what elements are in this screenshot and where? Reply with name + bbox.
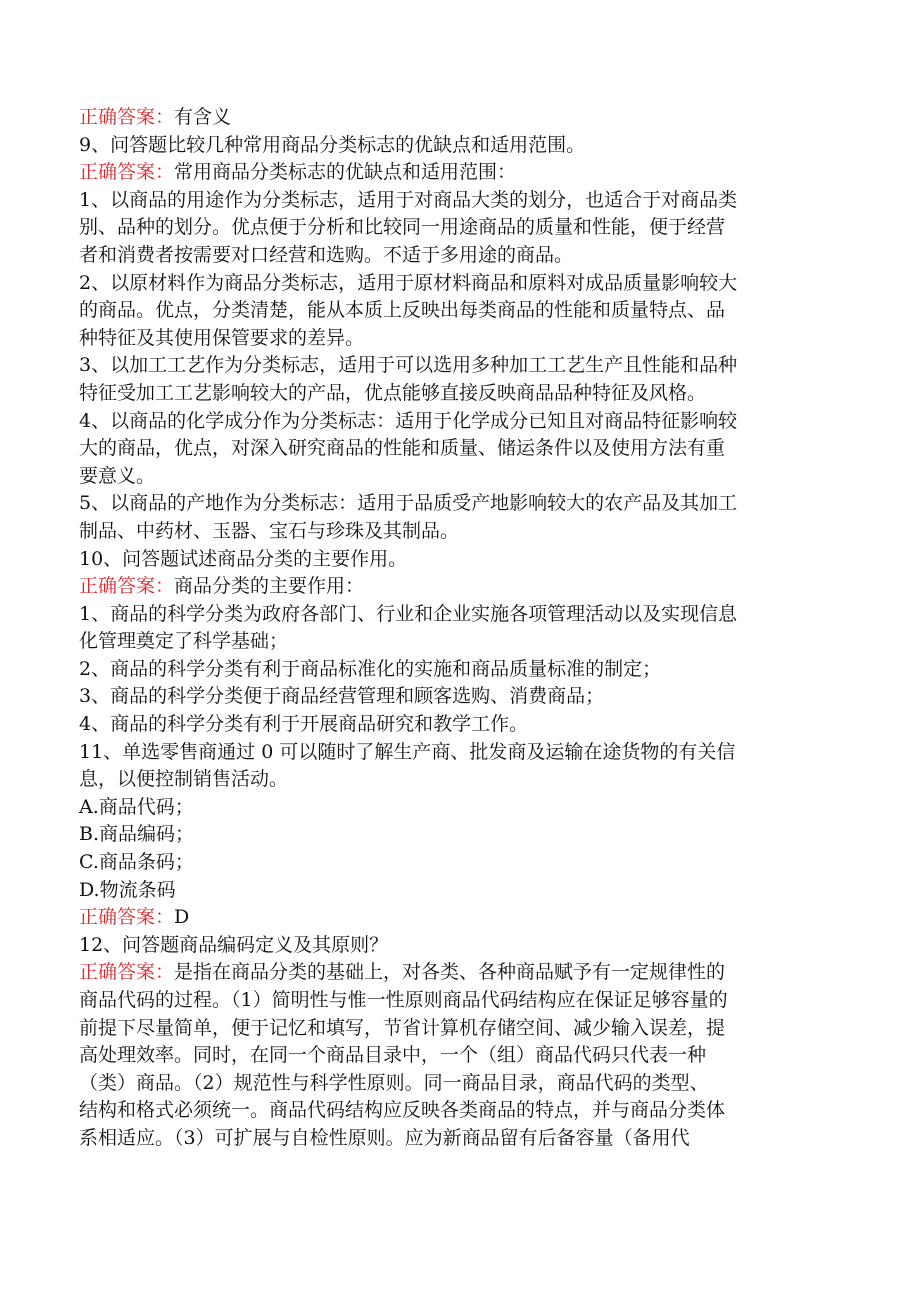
answer-text: 有含义 <box>174 106 232 128</box>
question-11-cont: 息，以便控制销售活动。 <box>79 768 289 791</box>
answer-text-line: 4、商品的科学分类有利于开展商品研究和教学工作。 <box>79 713 529 736</box>
answer-text-line: 特征受加工工艺影响较大的产品，优点能够直接反映商品品种特征及风格。 <box>79 381 707 404</box>
answer-label: 正确答案： <box>79 106 175 128</box>
answer-label: 正确答案： <box>79 575 175 598</box>
answer-label: 正确答案： <box>79 161 175 184</box>
question-11: 11、单选零售商通过 0 可以随时了解生产商、批发商及运输在途货物的有关信 <box>79 740 736 763</box>
option-b: B.商品编码； <box>79 823 195 846</box>
question-9: 9、问答题比较几种常用商品分类标志的优缺点和适用范围。 <box>79 133 586 156</box>
answer-text-line: 商品代码的过程。（1）简明性与惟一性原则商品代码结构应在保证足够容量的 <box>79 989 728 1011</box>
answer-text-line: 结构和格式必须统一。商品代码结构应反映各类商品的特点，并与商品分类体 <box>79 1099 726 1122</box>
question-10: 10、问答题试述商品分类的主要作用。 <box>79 547 408 570</box>
answer-text: D <box>174 906 190 929</box>
answer-label: 正确答案： <box>79 961 175 984</box>
answer-text-line: 1、以商品的用途作为分类标志，适用于对商品大类的划分，也适合于对商品类 <box>79 188 738 211</box>
answer-text-line: 系相适应。（3）可扩展与自检性原则。应为新商品留有后备容量（备用代 <box>79 1126 690 1149</box>
answer-text-line: 制品、中药材、玉器、宝石与珍珠及其制品。 <box>79 519 460 542</box>
answer-text-line: 大的商品，优点，对深入研究商品的性能和质量、储运条件以及使用方法有重 <box>79 437 726 460</box>
answer-text-line: 2、以原材料作为商品分类标志，适用于原材料商品和原料对成品质量影响较大 <box>79 271 738 294</box>
answer-text-line: 种特征及其使用保管要求的差异。 <box>79 326 365 349</box>
answer-text-line: 3、以加工工艺作为分类标志，适用于可以选用多种加工工艺生产且性能和品种 <box>79 354 738 377</box>
answer-text-line: 的商品。优点，分类清楚，能从本质上反映出每类商品的性能和质量特点、品 <box>79 299 726 322</box>
answer-line <box>79 104 839 132</box>
answer-text-line: 4、以商品的化学成分作为分类标志：适用于化学成分已知且对商品特征影响较 <box>79 409 738 432</box>
answer-text-line: 3、商品的科学分类便于商品经营管理和顾客选购、消费商品； <box>79 685 605 708</box>
answer-text-line: 者和消费者按需要对口经营和选购。不适于多用途的商品。 <box>79 243 574 266</box>
answer-text: 常用商品分类标志的优缺点和适用范围： <box>174 161 517 184</box>
answer-text-line: 前提下尽量简单，便于记忆和填写，节省计算机存储空间、减少输入误差，提 <box>79 1016 726 1039</box>
option-c: C.商品条码； <box>79 851 194 874</box>
answer-text-line: 1、商品的科学分类为政府各部门、行业和企业实施各项管理活动以及实现信息 <box>79 602 738 625</box>
answer-text: 是指在商品分类的基础上，对各类、各种商品赋予有一定规律性的 <box>174 961 726 984</box>
answer-text-line: （类）商品。（2）规范性与科学性原则。同一商品目录，商品代码的类型、 <box>79 1071 709 1094</box>
answer-line <box>79 904 839 932</box>
answer-text-line: 高处理效率。同时，在同一个商品目录中，一个（组）商品代码只代表一种 <box>79 1044 707 1067</box>
answer-text: 商品分类的主要作用： <box>174 575 365 598</box>
answer-line <box>79 573 839 601</box>
answer-text-line: 2、商品的科学分类有利于商品标准化的实施和商品质量标准的制定； <box>79 657 662 680</box>
answer-text-line: 别、品种的划分。优点便于分析和比较同一用途商品的质量和性能，便于经营 <box>79 216 726 239</box>
question-12: 12、问答题商品编码定义及其原则？ <box>79 933 389 956</box>
answer-line <box>79 159 839 187</box>
option-d: D.物流条码 <box>79 878 176 901</box>
answer-line <box>79 959 839 987</box>
answer-text-line: 化管理奠定了科学基础； <box>79 630 289 653</box>
document-page <box>79 104 839 1153</box>
answer-text-line: 5、以商品的产地作为分类标志：适用于品质受产地影响较大的农产品及其加工 <box>79 492 738 515</box>
option-a: A.商品代码； <box>79 795 194 818</box>
answer-label: 正确答案： <box>79 906 175 929</box>
answer-text-line: 要意义。 <box>79 464 156 487</box>
